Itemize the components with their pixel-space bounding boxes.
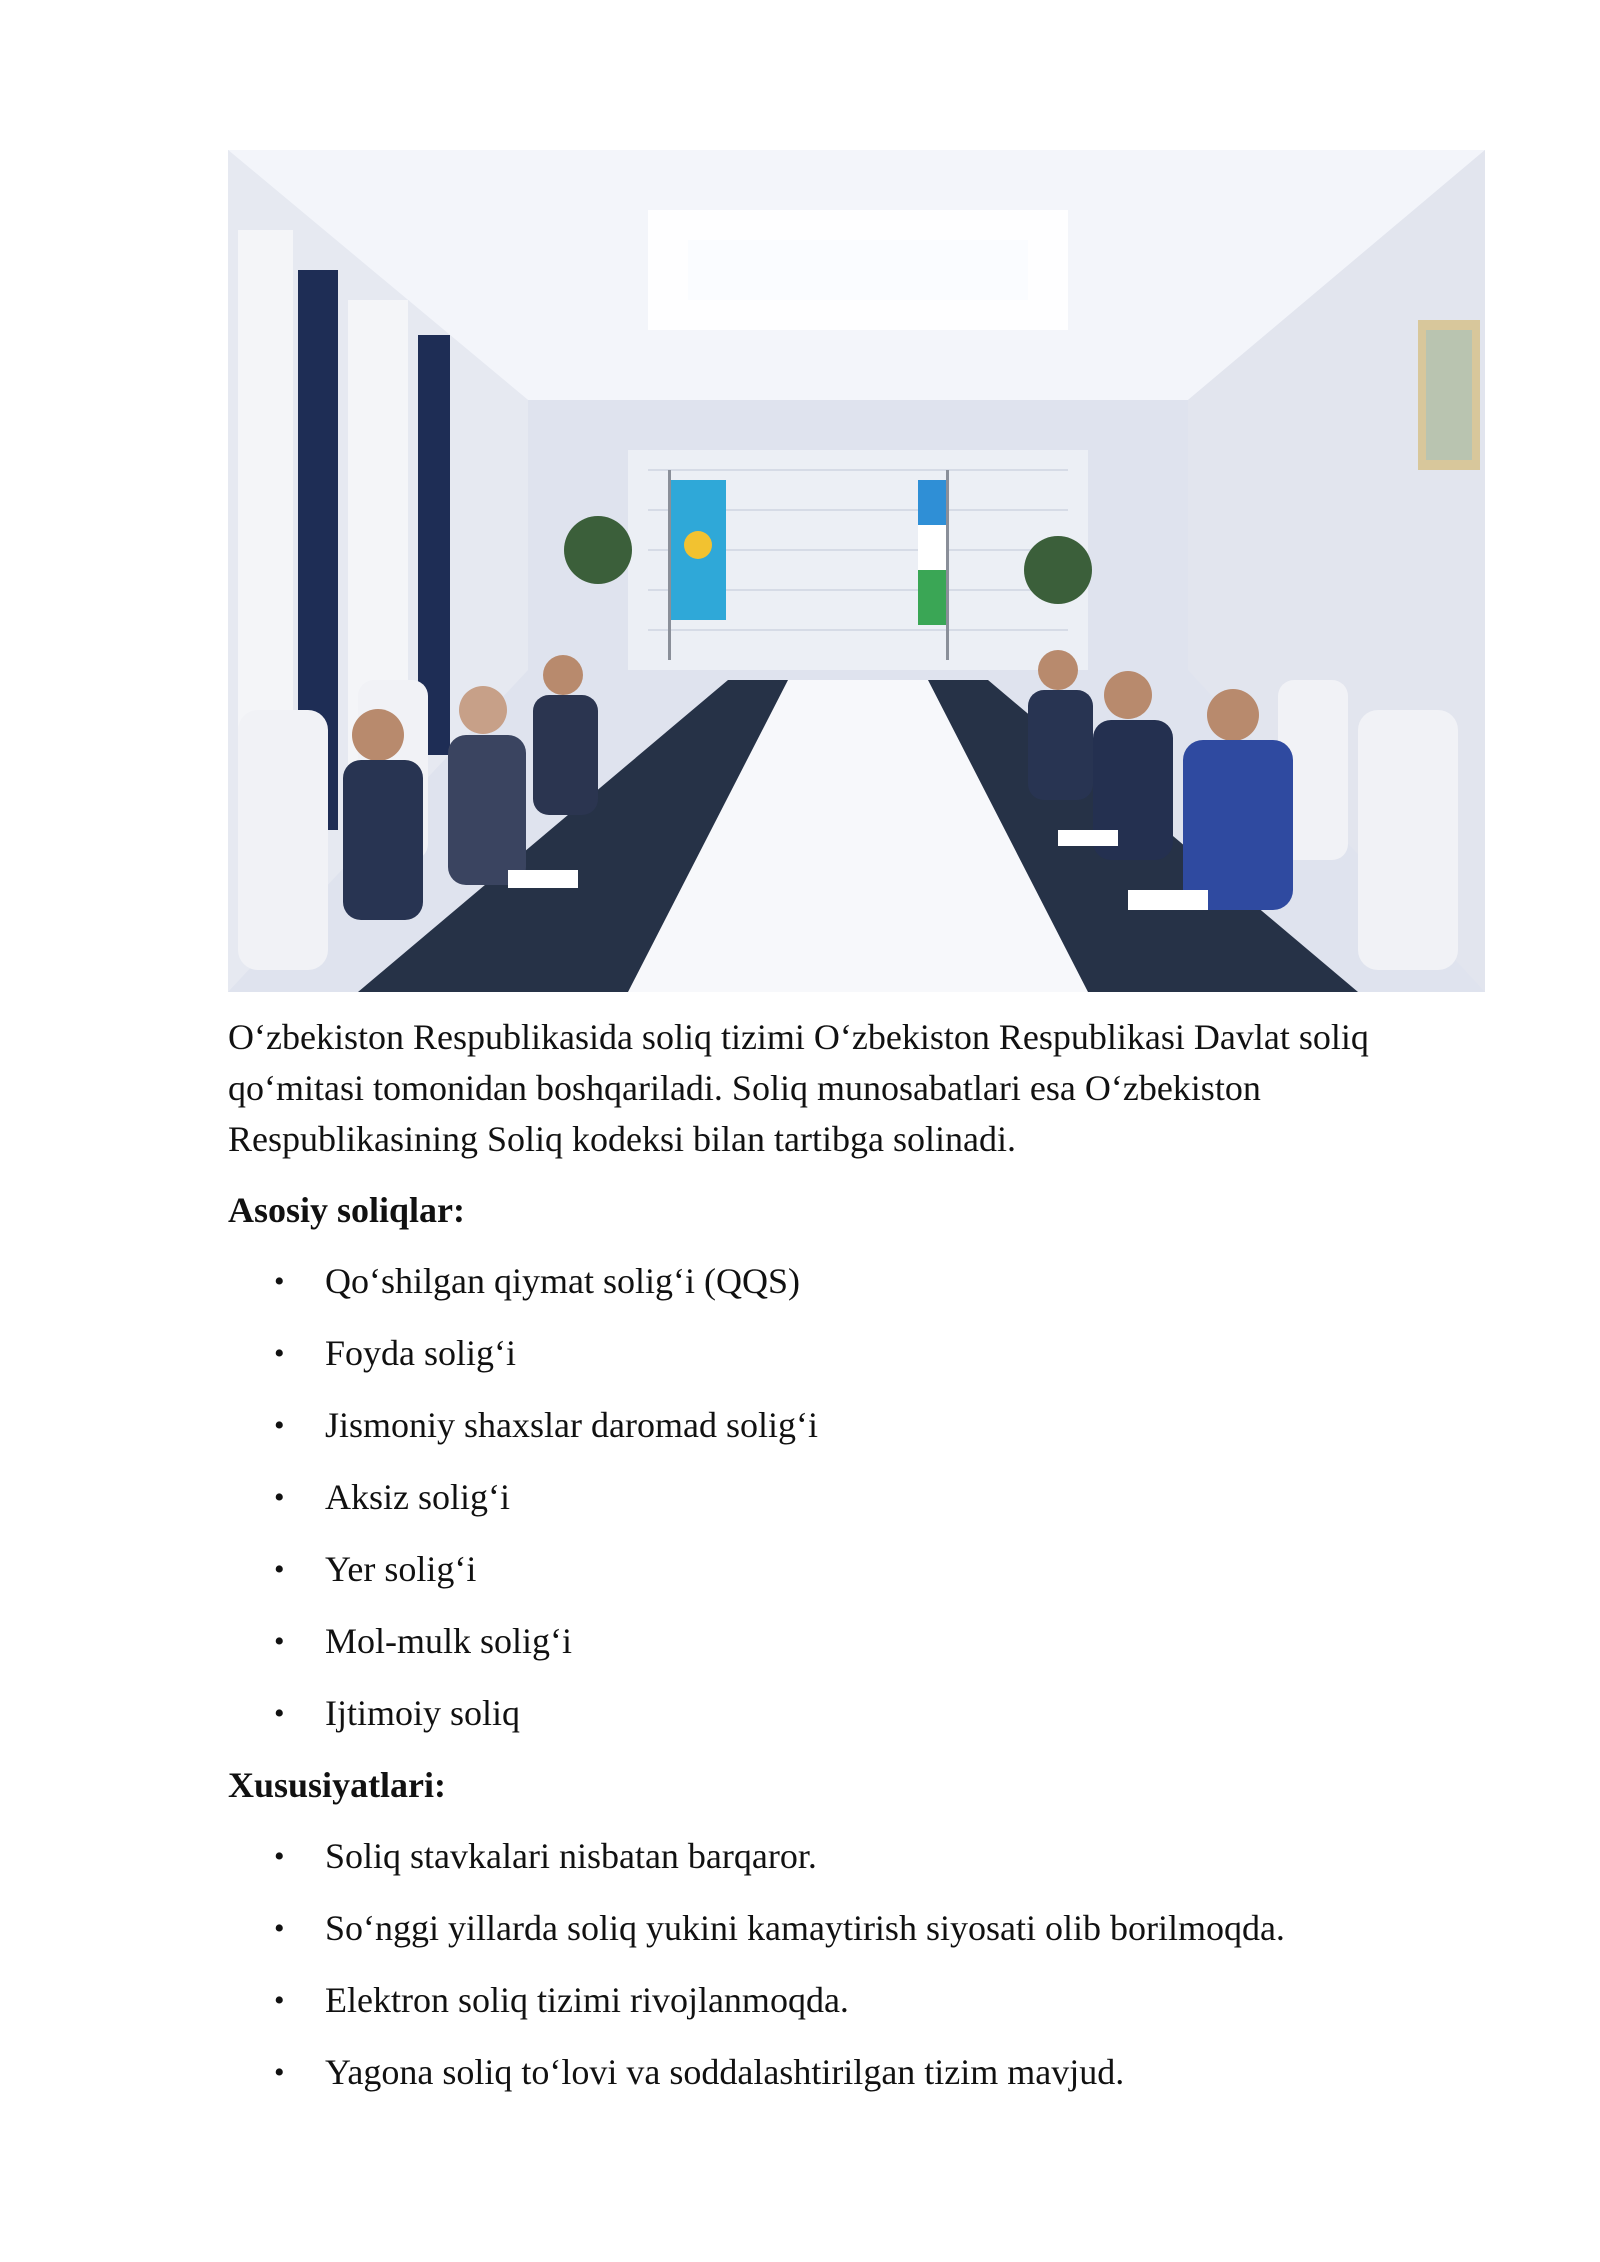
bullet-icon: • <box>274 1409 285 1442</box>
list-item-text: Qo‘shilgan qiymat solig‘i (QQS) <box>325 1261 800 1301</box>
bullet-icon: • <box>274 1840 285 1873</box>
list-item <box>228 2047 1488 2098</box>
document-page <box>228 150 1488 2119</box>
list-item <box>228 1688 1488 1739</box>
list-item <box>228 1472 1488 1523</box>
bullet-icon: • <box>274 1912 285 1945</box>
meeting-room-illustration <box>228 150 1485 992</box>
list-item <box>228 1400 1488 1451</box>
bullet-icon: • <box>274 1553 285 1586</box>
list-item <box>228 1903 1488 1954</box>
list-item-text: Mol-mulk solig‘i <box>325 1621 573 1661</box>
list-item-text: Ijtimoiy soliq <box>325 1693 521 1733</box>
list-item <box>228 1328 1488 1379</box>
bullet-icon: • <box>274 1337 285 1370</box>
list-item <box>228 1975 1488 2026</box>
features-list <box>228 1831 1488 2098</box>
bullet-icon: • <box>274 1481 285 1514</box>
bullet-icon: • <box>274 2056 285 2089</box>
list-item-text: Foyda solig‘i <box>325 1333 517 1373</box>
main-taxes-heading: Asosiy soliqlar: <box>228 1190 466 1230</box>
list-item-text: Aksiz solig‘i <box>325 1477 510 1517</box>
meeting-photo <box>228 150 1485 992</box>
bullet-icon: • <box>274 1984 285 2017</box>
list-item <box>228 1831 1488 1882</box>
bullet-icon: • <box>274 1697 285 1730</box>
list-item-text: Jismoniy shaxslar daromad solig‘i <box>325 1405 818 1445</box>
list-item-text: Yagona soliq to‘lovi va soddalashtirilgan tizim mavjud. <box>325 2052 1125 2092</box>
list-item-text: So‘nggi yillarda soliq yukini kamaytirish siyosati olib borilmoqda. <box>325 1908 1285 1948</box>
list-item-text: Elektron soliq tizimi rivojlanmoqda. <box>325 1980 849 2020</box>
list-item-text: Soliq stavkalari nisbatan barqaror. <box>325 1836 817 1876</box>
main-taxes-list <box>228 1256 1488 1739</box>
list-item <box>228 1544 1488 1595</box>
list-item <box>228 1616 1488 1667</box>
bullet-icon: • <box>274 1265 285 1298</box>
intro-paragraph: O‘zbekiston Respublikasida soliq tizimi O‘zbekiston Respublikasi Davlat soliq qo‘mitasi tomonidan boshqariladi. Soliq munosabatlari esa O‘zbekiston Respublikasining Soliq kodeksi bilan tartibga solinadi. <box>228 1017 1369 1159</box>
features-heading: Xususiyatlari: <box>228 1765 447 1805</box>
bullet-icon: • <box>274 1625 285 1658</box>
list-item <box>228 1256 1488 1307</box>
list-item-text: Yer solig‘i <box>325 1549 477 1589</box>
